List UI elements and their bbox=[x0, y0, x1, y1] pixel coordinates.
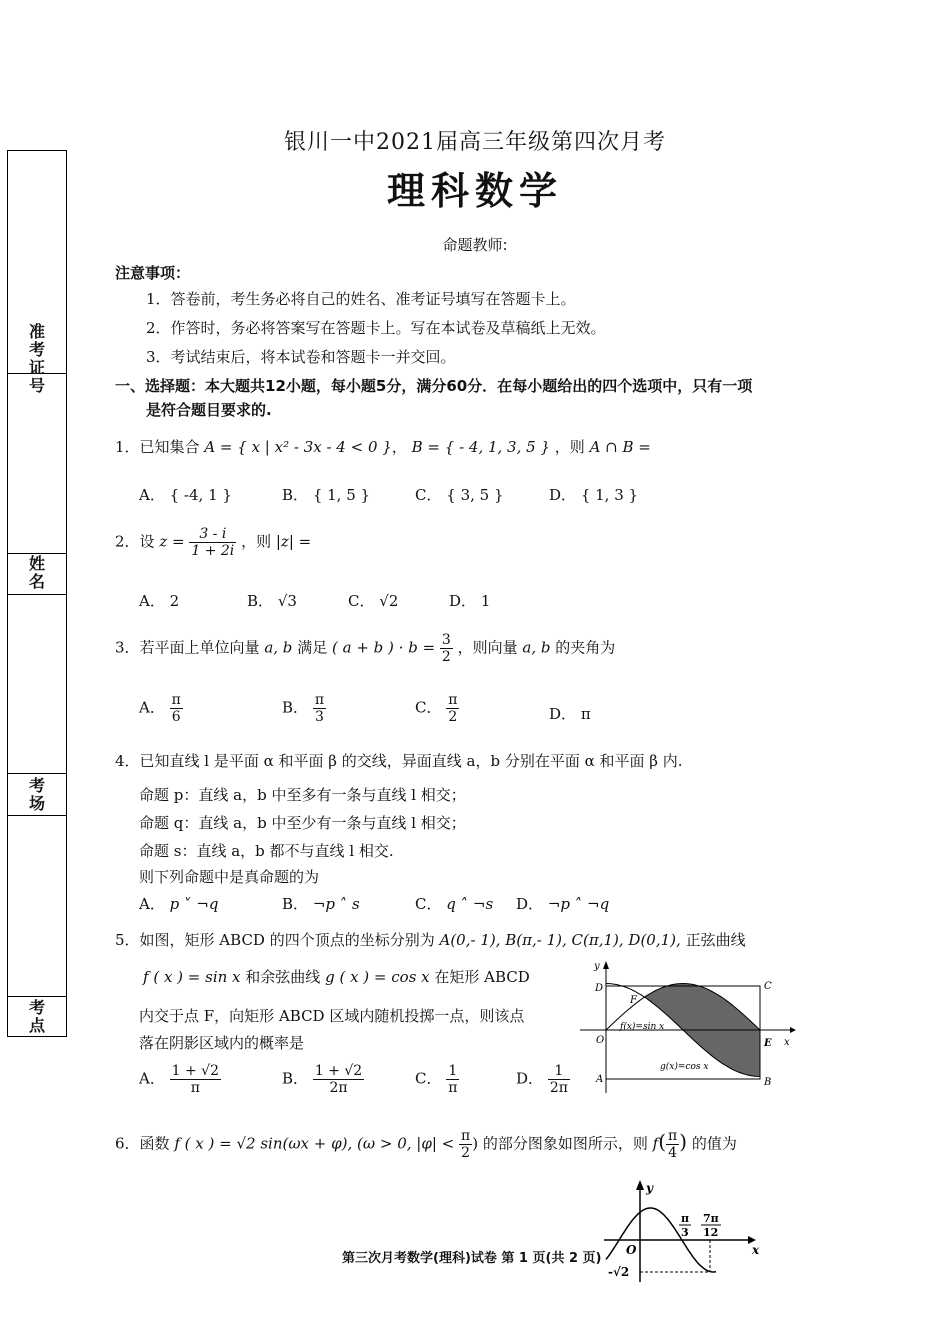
q6-end: 的值为 bbox=[691, 1134, 737, 1153]
q3-tail: ，则向量 bbox=[457, 638, 518, 657]
option-fraction bbox=[313, 1063, 364, 1096]
q5-figure bbox=[580, 955, 800, 1095]
option-value: √3 bbox=[277, 592, 297, 610]
q5-and: 和余弦曲线 bbox=[245, 968, 321, 986]
q1-set-b: B = { - 4, 1, 3, 5 } bbox=[411, 438, 550, 456]
q5-line3: 内交于点 F，向矩形 ABCD 区域内随机投掷一点，则该点 bbox=[139, 1007, 525, 1025]
frac-den: π bbox=[448, 1080, 458, 1096]
label-d: D bbox=[595, 983, 604, 994]
option-label: B． bbox=[282, 895, 309, 913]
label-c: C bbox=[764, 981, 772, 992]
option-value: ¬p ˄ s bbox=[312, 895, 360, 913]
q3-prefix: 3．若平面上单位向量 bbox=[115, 638, 260, 657]
label-a: A bbox=[596, 1074, 604, 1085]
option-label: B． bbox=[282, 698, 309, 717]
q4-option-b[interactable] bbox=[282, 893, 360, 914]
option-value: { 1, 3 } bbox=[580, 486, 639, 504]
q3-option-d[interactable] bbox=[549, 703, 591, 724]
option-fraction bbox=[446, 692, 459, 725]
q6-f: f bbox=[652, 1134, 659, 1153]
notice-item: 3．考试结束后，将本试卷和答题卡一并交回。 bbox=[146, 348, 456, 366]
frac-num: 1 bbox=[446, 1063, 459, 1080]
q6-frac-num: π bbox=[461, 1128, 471, 1144]
q6-mid: 的部分图象如图所示，则 bbox=[482, 1134, 648, 1153]
q5-line1: 5．如图，矩形 ABCD 的四个顶点的坐标分别为 bbox=[115, 931, 435, 949]
q3-option-b[interactable] bbox=[282, 692, 326, 725]
q3-option-a[interactable] bbox=[139, 692, 183, 725]
frac-den: 3 bbox=[314, 709, 324, 725]
y-label: y bbox=[594, 961, 600, 972]
y-axis-arrow bbox=[603, 961, 609, 969]
q4-option-c[interactable] bbox=[415, 893, 493, 914]
q6-arg-num: π bbox=[668, 1128, 678, 1144]
q2-fraction bbox=[189, 526, 236, 559]
q3-fraction bbox=[440, 632, 453, 665]
option-value: 1 bbox=[480, 592, 491, 610]
notice-item: 2．作答时，务必将答案写在答题卡上。写在本试卷及草稿纸上无效。 bbox=[146, 319, 606, 337]
q5-in-rect: 在矩形 ABCD bbox=[434, 968, 530, 986]
min-label: -√2 bbox=[608, 1265, 630, 1279]
tick1-den: 3 bbox=[681, 1226, 689, 1239]
option-value: q ˄ ¬s bbox=[446, 895, 494, 913]
option-label: B． bbox=[247, 592, 274, 610]
q2-den: 1 + 2i bbox=[191, 543, 235, 559]
q6-prefix: 6．函数 bbox=[115, 1134, 170, 1153]
notice-item: 1．答卷前，考生务必将自己的姓名、准考证号填写在答题卡上。 bbox=[146, 290, 576, 308]
option-fraction bbox=[446, 1063, 459, 1096]
q3-end: 的夹角为 bbox=[555, 638, 616, 657]
q1-mid: ，则 bbox=[554, 438, 585, 456]
q4-proposition-s: 命题 s：直线 a，b 都不与直线 l 相交. bbox=[139, 842, 394, 860]
frac-den: 2π bbox=[329, 1080, 348, 1096]
frac-num: 1 + √2 bbox=[314, 1063, 363, 1079]
q4-ask: 则下列命题中是真命题的为 bbox=[139, 868, 320, 886]
option-fraction bbox=[170, 692, 183, 725]
frac-num: π bbox=[314, 692, 325, 708]
q5-line4: 落在阴影区域内的概率是 bbox=[139, 1034, 305, 1052]
strip-divider bbox=[8, 594, 66, 595]
q1-option-d[interactable] bbox=[549, 484, 638, 505]
q1-option-c[interactable] bbox=[415, 484, 504, 505]
origin-label: O bbox=[626, 1243, 637, 1257]
frac-num: π bbox=[448, 692, 458, 708]
option-fraction bbox=[170, 1063, 221, 1096]
q5-line2 bbox=[143, 966, 530, 987]
frac-num: 1 + √2 bbox=[171, 1063, 219, 1079]
question-3 bbox=[115, 632, 615, 665]
q1-set-a: A = { x | x² - 3x - 4 < 0 } bbox=[204, 438, 392, 456]
q6-arg-den: 4 bbox=[668, 1145, 678, 1161]
option-label: D． bbox=[549, 705, 577, 723]
q6-func: f ( x ) = √2 sin(ωx + φ), (ω > 0, |φ| < bbox=[174, 1134, 455, 1153]
option-label: C． bbox=[348, 592, 375, 610]
q3-expr: ( a + b ) · b = bbox=[332, 638, 436, 657]
option-value: p ˅ ¬q bbox=[169, 895, 219, 913]
q3-option-c[interactable] bbox=[415, 692, 459, 725]
q2-option-a[interactable] bbox=[139, 590, 179, 611]
q3-num: 3 bbox=[441, 632, 451, 648]
q2-mid: ，则 bbox=[241, 532, 272, 551]
q3-vectors: a, b bbox=[522, 638, 551, 657]
option-fraction bbox=[313, 692, 326, 725]
label-o: O bbox=[596, 1035, 605, 1046]
x-label: x bbox=[784, 1037, 790, 1048]
strip-label-exam-number: 准考证号 bbox=[28, 322, 45, 395]
x-label: x bbox=[752, 1243, 760, 1257]
option-value: 2 bbox=[169, 592, 180, 610]
option-value: √2 bbox=[379, 592, 399, 610]
option-label: A． bbox=[139, 895, 165, 913]
q1-target: A ∩ B = bbox=[589, 438, 651, 456]
g-curve-label: g(x)=cos x bbox=[660, 1062, 709, 1072]
strip-label-exam-room: 考场 bbox=[28, 776, 45, 813]
frac-den: 6 bbox=[171, 709, 181, 725]
q1-option-a[interactable] bbox=[139, 484, 232, 505]
option-label: A． bbox=[139, 592, 165, 610]
frac-num: 1 bbox=[548, 1063, 570, 1080]
y-label: y bbox=[646, 1181, 653, 1195]
q5-f: f ( x ) = sin x bbox=[143, 968, 241, 986]
q5-line1-end: 正弦曲线 bbox=[685, 931, 746, 949]
binding-strip bbox=[7, 150, 67, 1037]
school-title: 银川一中2021届高三年级第四次月考 bbox=[284, 130, 666, 155]
q6-figure bbox=[600, 1176, 768, 1286]
question-5 bbox=[115, 929, 746, 950]
f-curve-label: f(x)=sin x bbox=[620, 1022, 665, 1032]
strip-label-name: 姓名 bbox=[28, 554, 45, 591]
option-label: A． bbox=[139, 698, 165, 717]
option-label: D． bbox=[449, 592, 477, 610]
option-label: C． bbox=[415, 486, 442, 504]
question-1 bbox=[115, 436, 651, 457]
option-label: C． bbox=[415, 1069, 442, 1088]
option-label: D． bbox=[516, 895, 544, 913]
option-value: { 1, 5 } bbox=[312, 486, 371, 504]
q5-coords: A(0,- 1), B(π,- 1), C(π,1), D(0,1), bbox=[439, 931, 681, 949]
strip-divider bbox=[8, 996, 66, 997]
q2-abs: |z| = bbox=[275, 532, 312, 551]
q5-option-c[interactable] bbox=[415, 1063, 459, 1096]
q2-prefix: 2．设 bbox=[115, 532, 155, 551]
label-b: B bbox=[764, 1077, 772, 1088]
author-label: 命题教师: bbox=[442, 236, 508, 254]
question-6: 6．函数 f ( x ) = √2 sin(ωx + φ), (ω > 0, |φ| < $\frac{\pi}{2}$ ) 的部分图象如图所示，则 f( $\frac{\pi}{4}$ ) 的值为 bbox=[115, 1128, 737, 1161]
q5-option-b[interactable] bbox=[282, 1063, 364, 1096]
option-label: C． bbox=[415, 698, 442, 717]
q6-fraction bbox=[459, 1128, 472, 1161]
q3-den: 2 bbox=[441, 649, 451, 665]
page-footer: 第三次月考数学(理科)试卷 第 1 页(共 2 页) bbox=[342, 1251, 602, 1266]
option-label: A． bbox=[139, 1069, 165, 1088]
option-label: A． bbox=[139, 486, 165, 504]
q5-option-d[interactable] bbox=[516, 1063, 570, 1096]
q3-mid: 满足 bbox=[297, 638, 328, 657]
x-axis-arrow bbox=[790, 1027, 796, 1033]
option-value: { -4, 1 } bbox=[169, 486, 232, 504]
q6-frac-den: 2 bbox=[461, 1145, 471, 1161]
strip-divider bbox=[8, 773, 66, 774]
q1-sep: ， bbox=[391, 438, 407, 456]
question-2 bbox=[115, 526, 311, 559]
option-value: π bbox=[580, 705, 591, 723]
q1-option-b[interactable] bbox=[282, 484, 370, 505]
option-label: B． bbox=[282, 1069, 309, 1088]
q4-proposition-q: 命题 q：直线 a，b 中至少有一条与直线 l 相交； bbox=[139, 814, 466, 832]
tick1-num: π bbox=[681, 1212, 690, 1225]
frac-num: π bbox=[171, 692, 181, 708]
label-e: E bbox=[764, 1038, 772, 1049]
tick2-num: 7π bbox=[703, 1212, 719, 1225]
option-label: D． bbox=[516, 1069, 544, 1088]
section-heading: 一、选择题：本大题共12小题，每小题5分，满分60分．在每小题给出的四个选项中，只有一项 bbox=[115, 377, 753, 395]
section-heading-cont: 是符合题目要求的. bbox=[146, 401, 272, 419]
q6-arg-fraction bbox=[666, 1128, 679, 1161]
q2-option-b[interactable] bbox=[247, 590, 297, 611]
question-4: 4．已知直线 l 是平面 α 和平面 β 的交线，异面直线 a，b 分别在平面 α 和平面 β 内. bbox=[115, 752, 683, 770]
q4-option-d[interactable] bbox=[516, 893, 609, 914]
option-label: D． bbox=[549, 486, 577, 504]
strip-label-exam-site: 考点 bbox=[28, 998, 45, 1035]
q1-prefix: 1．已知集合 bbox=[115, 438, 200, 456]
label-f: F bbox=[630, 995, 637, 1006]
frac-den: π bbox=[190, 1080, 200, 1096]
q6-close: ) bbox=[472, 1134, 479, 1153]
q2-num: 3 - i bbox=[189, 526, 236, 543]
q2-option-c[interactable] bbox=[348, 590, 398, 611]
q5-option-a[interactable] bbox=[139, 1063, 221, 1096]
q2-option-d[interactable] bbox=[449, 590, 490, 611]
frac-den: 2π bbox=[549, 1080, 568, 1096]
option-value: ¬p ˄ ¬q bbox=[547, 895, 610, 913]
notice-heading: 注意事项： bbox=[115, 264, 191, 282]
option-label: C． bbox=[415, 895, 442, 913]
option-fraction bbox=[548, 1063, 570, 1096]
q3-vectors: a, b bbox=[264, 638, 293, 657]
option-value: { 3, 5 } bbox=[446, 486, 504, 504]
tick2-den: 12 bbox=[703, 1226, 719, 1239]
frac-den: 2 bbox=[448, 709, 458, 725]
y-axis-arrow bbox=[636, 1180, 644, 1190]
q4-proposition-p: 命题 p：直线 a，b 中至多有一条与直线 l 相交； bbox=[139, 786, 466, 804]
q5-g: g ( x ) = cos x bbox=[325, 968, 430, 986]
option-label: B． bbox=[282, 486, 309, 504]
subject-title: 理科数学 bbox=[386, 169, 563, 213]
strip-divider bbox=[8, 815, 66, 816]
q2-lhs: z = bbox=[159, 532, 185, 551]
q4-option-a[interactable] bbox=[139, 893, 218, 914]
